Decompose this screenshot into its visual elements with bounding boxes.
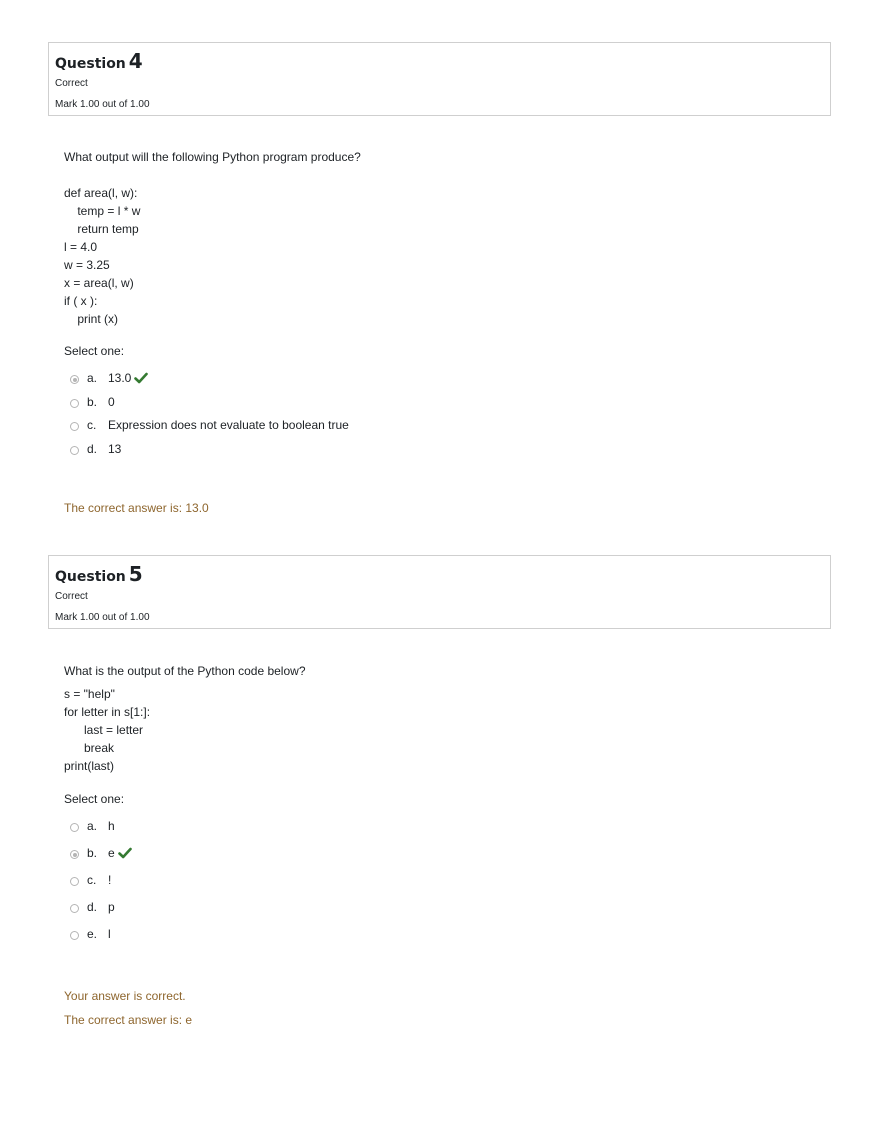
question-text — [64, 148, 361, 328]
option-text: h — [108, 819, 115, 833]
question-heading — [55, 49, 143, 73]
option-letter: c. — [87, 418, 97, 432]
question-number: 4 — [128, 49, 143, 73]
code-line: return temp — [64, 222, 139, 236]
option-letter: c. — [87, 873, 97, 887]
question-text — [64, 662, 306, 775]
code-line: s = "help" — [64, 687, 115, 701]
answer-option-b[interactable] — [70, 845, 132, 861]
code-line: break — [64, 741, 115, 755]
answer-option-d[interactable] — [70, 441, 121, 457]
option-text: 13.0 — [108, 371, 132, 385]
select-one-prompt: Select one: — [64, 792, 125, 806]
radio-button[interactable] — [70, 850, 79, 859]
question-info-box — [48, 555, 831, 629]
option-letter: b. — [87, 395, 98, 409]
code-line: last = letter — [64, 723, 144, 737]
answer-option-b[interactable] — [70, 394, 115, 410]
answer-correct-feedback: Your answer is correct. — [64, 989, 186, 1003]
code-line: temp = l * w — [64, 204, 141, 218]
question-text-blank-line — [64, 166, 361, 184]
option-text: Expression does not evaluate to boolean true — [108, 418, 349, 432]
code-line: def area(l, w): — [64, 186, 138, 200]
question-grade: Mark 1.00 out of 1.00 — [55, 99, 150, 110]
option-text: l — [108, 927, 111, 941]
code-line: for letter in s[1:]: — [64, 705, 151, 719]
select-one-prompt: Select one: — [64, 344, 125, 358]
question-text-line: What is the output of the Python code below? — [64, 664, 306, 678]
option-letter: a. — [87, 371, 98, 385]
check-icon — [134, 372, 148, 384]
option-text: 13 — [108, 442, 122, 456]
correct-answer-feedback: The correct answer is: 13.0 — [64, 501, 209, 515]
code-line: print(last) — [64, 759, 115, 773]
radio-button[interactable] — [70, 375, 79, 384]
code-line: if ( x ): — [64, 294, 98, 308]
question-label: Question — [55, 569, 126, 585]
answer-option-d[interactable] — [70, 899, 115, 915]
code-line: print (x) — [64, 312, 119, 326]
answer-option-a[interactable] — [70, 370, 148, 386]
question-state: Correct — [55, 78, 88, 89]
question-heading — [55, 562, 143, 586]
option-text: p — [108, 900, 115, 914]
option-letter: d. — [87, 900, 98, 914]
answer-option-e[interactable] — [70, 926, 111, 942]
option-text: 0 — [108, 395, 115, 409]
radio-button[interactable] — [70, 931, 79, 940]
code-line: l = 4.0 — [64, 240, 98, 254]
radio-button[interactable] — [70, 877, 79, 886]
radio-button[interactable] — [70, 446, 79, 455]
question-grade: Mark 1.00 out of 1.00 — [55, 612, 150, 623]
option-letter: a. — [87, 819, 98, 833]
question-state: Correct — [55, 591, 88, 602]
option-letter: d. — [87, 442, 98, 456]
radio-button[interactable] — [70, 904, 79, 913]
radio-button[interactable] — [70, 422, 79, 431]
option-letter: e. — [87, 927, 98, 941]
correct-answer-feedback: The correct answer is: e — [64, 1013, 193, 1027]
radio-button[interactable] — [70, 823, 79, 832]
question-info-box — [48, 42, 831, 116]
check-icon — [118, 847, 132, 859]
answer-option-a[interactable] — [70, 818, 115, 834]
code-line: w = 3.25 — [64, 258, 110, 272]
option-letter: b. — [87, 846, 98, 860]
answer-option-c[interactable] — [70, 872, 111, 888]
question-number: 5 — [128, 562, 143, 586]
answer-option-c[interactable] — [70, 417, 349, 433]
option-text: e — [108, 846, 115, 860]
question-label: Question — [55, 56, 126, 72]
option-text: ! — [108, 873, 112, 887]
radio-button[interactable] — [70, 399, 79, 408]
question-text-line: What output will the following Python program produce? — [64, 150, 361, 164]
code-line: x = area(l, w) — [64, 276, 134, 290]
